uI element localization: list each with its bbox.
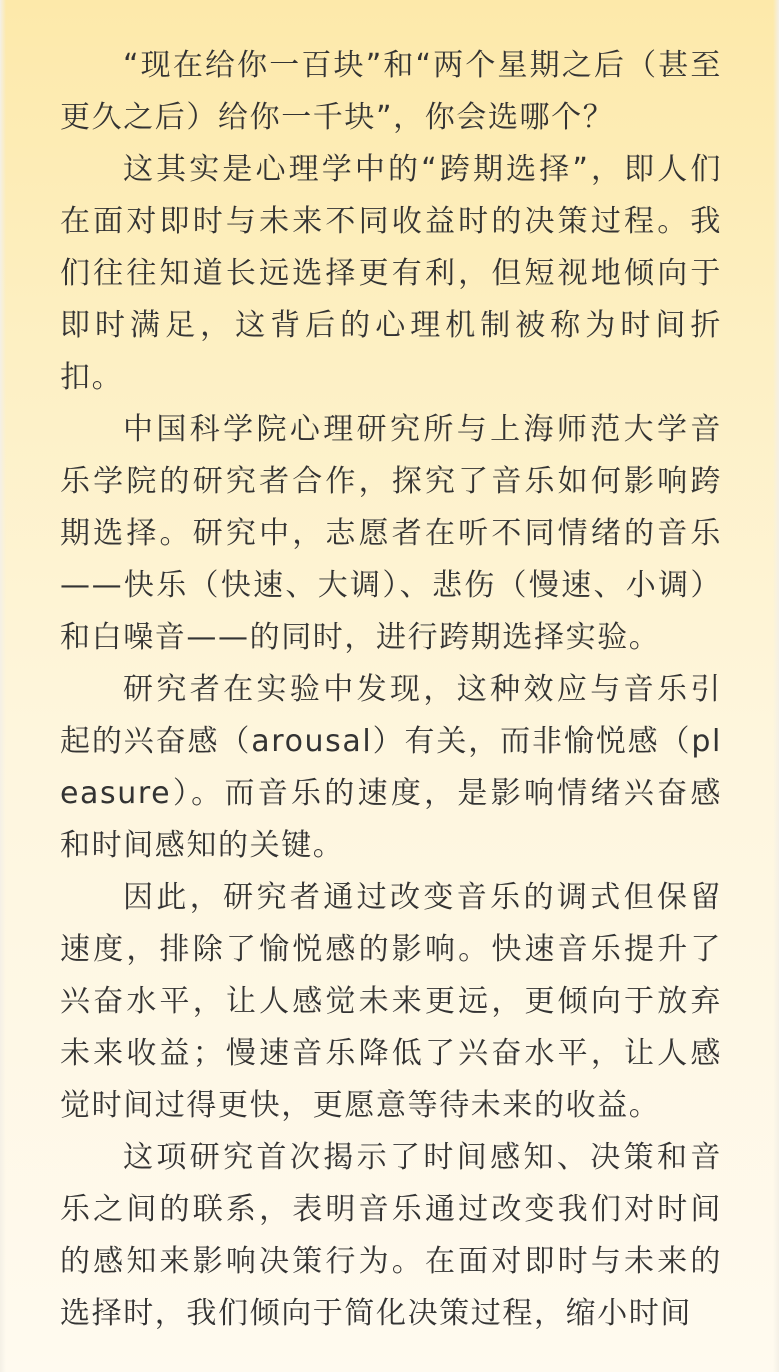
paragraph-study-design: 中国科学院心理研究所与上海师范大学音乐学院的研究者合作，探究了音乐如何影响跨期选择。研究中，志愿者在听不同情绪的音乐——快乐（快速、大调）、悲伤（慢速、小调）和白噪音——的同时，进行跨期选择实验。: [60, 412, 722, 655]
paragraph-intertemporal-choice: 这其实是心理学中的“跨期选择”，即人们在面对即时与未来不同收益时的决策过程。我们往往知道长远选择更有利，但短视地倾向于即时满足，这背后的心理机制被称为时间折扣。: [60, 152, 722, 395]
left-edge-shadow: [0, 0, 6, 1372]
article-body: [60, 40, 722, 1340]
paragraph-question: “现在给你一百块”和“两个星期之后（甚至更久之后）给你一千块”，你会选哪个？: [60, 48, 722, 135]
paragraph-arousal-finding: 研究者在实验中发现，这种效应与音乐引起的兴奋感（arousal）有关，而非愉悦感（pleasure）。而音乐的速度，是影响情绪兴奋感和时间感知的关键。: [60, 672, 722, 863]
right-edge-shadow: [773, 0, 779, 1372]
paragraph-conclusion: 这项研究首次揭示了时间感知、决策和音乐之间的联系，表明音乐通过改变我们对时间的感知来影响决策行为。在面对即时与未来的选择时，我们倾向于简化决策过程，缩小时间: [60, 1140, 722, 1331]
paragraph-tempo-manipulation: 因此，研究者通过改变音乐的调式但保留速度，排除了愉悦感的影响。快速音乐提升了兴奋水平，让人感觉未来更远，更倾向于放弃未来收益；慢速音乐降低了兴奋水平，让人感觉时间过得更快，更愿意等待未来的收益。: [60, 880, 722, 1123]
